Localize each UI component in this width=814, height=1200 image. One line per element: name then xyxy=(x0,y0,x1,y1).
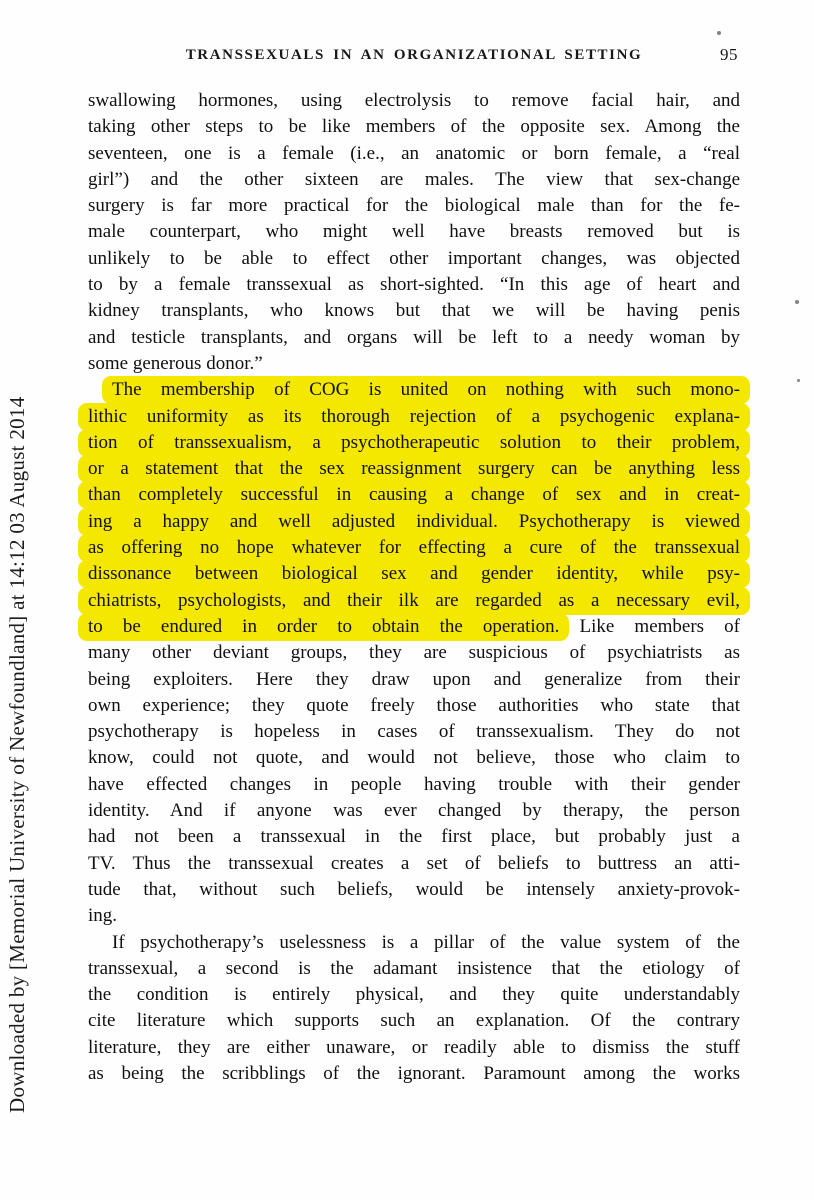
download-watermark: Downloaded by [Memorial University of Newfoundland] at 14:12 03 August 2014 xyxy=(5,396,29,1113)
body-text: taking other steps to be like members of the opposite sex. Among the xyxy=(88,116,740,138)
text-line xyxy=(88,798,740,824)
body-text: If psychotherapy’s uselessness is a pillar of the value system of the xyxy=(112,931,740,953)
text-line xyxy=(88,956,740,982)
text-line xyxy=(88,877,740,903)
body-text: male counterpart, who might well have breasts removed but is xyxy=(88,221,740,243)
highlighted-text: dissonance between biological sex and gender identity, while psy- xyxy=(78,560,750,588)
body-text: kidney transplants, who knows but that we will be having penis xyxy=(88,300,740,322)
text-line xyxy=(88,456,740,482)
scan-speck xyxy=(717,31,721,35)
text-line xyxy=(88,772,740,798)
body-text: psychotherapy is hopeless in cases of transsexualism. They do not xyxy=(88,721,740,743)
running-head xyxy=(88,46,740,64)
scan-speck xyxy=(797,379,800,382)
body-text: have effected changes in people having trouble with their gender xyxy=(88,773,740,795)
text-line xyxy=(88,719,740,745)
text-line xyxy=(88,404,740,430)
body-text: literature, they are either unaware, or readily able to dismiss the stuff xyxy=(88,1036,740,1058)
text-line xyxy=(88,1008,740,1034)
text-line xyxy=(88,246,740,272)
body-text: identity. And if anyone was ever changed by therapy, the person xyxy=(88,800,740,822)
text-line xyxy=(88,851,740,877)
highlighted-text: as offering no hope whatever for effecting a cure of the transsexual xyxy=(78,534,750,562)
body-text: and testicle transplants, and organs will be left to a needy woman by xyxy=(88,326,740,348)
highlighted-text: The membership of COG is united on nothing with such mono- xyxy=(102,376,750,404)
text-line xyxy=(88,298,740,324)
highlighted-text: to be endured in order to obtain the operation. xyxy=(78,613,569,641)
highlighted-text: chiatrists, psychologists, and their ilk are regarded as a necessary evil, xyxy=(78,587,750,615)
text-line xyxy=(88,824,740,850)
highlighted-text: or a statement that the sex reassignment surgery can be anything less xyxy=(78,455,750,483)
text-line xyxy=(88,88,740,114)
page-title: TRANSSEXUALS IN AN ORGANIZATIONAL SETTING xyxy=(185,47,643,63)
text-line xyxy=(88,693,740,719)
text-line xyxy=(88,509,740,535)
body-text: cite literature which supports such an explanation. Of the contrary xyxy=(88,1010,740,1032)
text-line xyxy=(88,193,740,219)
text-line xyxy=(88,219,740,245)
text-line xyxy=(88,377,740,403)
text-line xyxy=(88,482,740,508)
highlighted-text: than completely successful in causing a change of sex and in creat- xyxy=(78,481,750,509)
body-text: unlikely to be able to effect other important changes, was objected xyxy=(88,247,740,269)
text-line xyxy=(88,1035,740,1061)
body-text: some generous donor.” xyxy=(88,352,263,374)
text-line xyxy=(88,535,740,561)
body-text: had not been a transsexual in the first place, but probably just a xyxy=(88,826,740,848)
scan-speck xyxy=(795,300,799,304)
page-number: 95 xyxy=(720,45,738,64)
text-line xyxy=(88,614,740,640)
body-text: as being the scribblings of the ignorant. Paramount among the works xyxy=(88,1062,740,1084)
text-line xyxy=(88,167,740,193)
body-text: tude that, without such beliefs, would be intensely anxiety-provok- xyxy=(88,878,740,900)
text-line xyxy=(88,430,740,456)
body-text: Like members of xyxy=(579,615,740,637)
body-text: swallowing hormones, using electrolysis to remove facial hair, and xyxy=(88,90,740,111)
text-line xyxy=(88,351,740,377)
highlighted-text: lithic uniformity as its thorough rejection of a psychogenic explana- xyxy=(78,403,750,431)
text-line xyxy=(88,930,740,956)
text-line xyxy=(88,640,740,666)
body-text: transsexual, a second is the adamant insistence that the etiology of xyxy=(88,957,740,979)
page-body xyxy=(88,88,740,1087)
highlighted-text: tion of transsexualism, a psychotherapeutic solution to their problem, xyxy=(78,429,750,457)
text-line xyxy=(88,588,740,614)
body-text: surgery is far more practical for the biological male than for the fe- xyxy=(88,195,740,217)
text-line xyxy=(88,272,740,298)
text-line xyxy=(88,903,740,929)
body-text: being exploiters. Here they draw upon and generalize from their xyxy=(88,668,740,690)
text-line xyxy=(88,982,740,1008)
body-text: own experience; they quote freely those authorities who state that xyxy=(88,694,740,716)
body-text: girl”) and the other sixteen are males. The view that sex-change xyxy=(88,168,740,190)
body-text: seventeen, one is a female (i.e., an anatomic or born female, a “real xyxy=(88,142,740,164)
text-line xyxy=(88,1061,740,1087)
body-text: many other deviant groups, they are suspicious of psychiatrists as xyxy=(88,642,740,664)
body-text: to by a female transsexual as short-sighted. “In this age of heart and xyxy=(88,274,740,296)
text-line xyxy=(88,325,740,351)
body-text: TV. Thus the transsexual creates a set of beliefs to buttress an atti- xyxy=(88,852,740,874)
body-text: the condition is entirely physical, and they quite understandably xyxy=(88,984,740,1006)
body-text: ing. xyxy=(88,905,118,927)
body-text: know, could not quote, and would not believe, those who claim to xyxy=(88,747,740,769)
text-line xyxy=(88,745,740,771)
text-line xyxy=(88,114,740,140)
text-line xyxy=(88,561,740,587)
highlighted-text: ing a happy and well adjusted individual. Psychotherapy is viewed xyxy=(78,508,750,536)
text-line xyxy=(88,141,740,167)
text-line xyxy=(88,667,740,693)
